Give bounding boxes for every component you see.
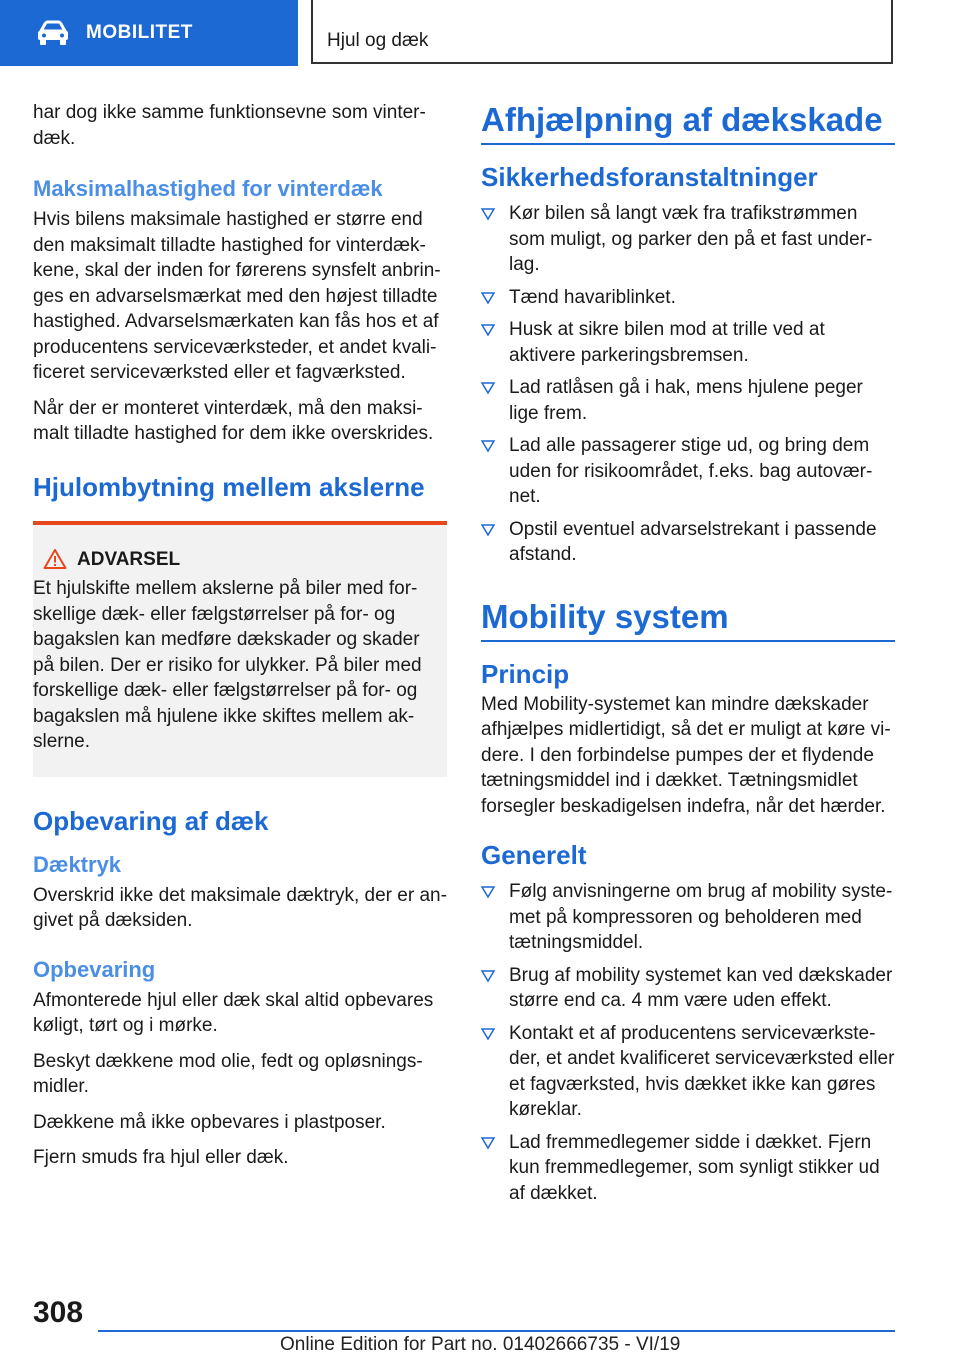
left-column: [33, 100, 447, 1181]
triangle-bullet-icon: [481, 323, 495, 337]
wheel-swap-heading: Hjulombytning mellem akslerne: [33, 471, 425, 502]
safety-heading: Sikkerhedsforanstaltninger: [481, 162, 818, 192]
list-item: Opstil eventuel advarselstrekant i passende afstand.: [481, 517, 895, 568]
warning-icon: [43, 548, 67, 570]
max-speed-text-1: Hvis bilens maksimale hastighed er større end den maksimalt tilladte hastighed for vinterdæk-kene, skal der inden for førerens synsfelt anbrin-ges en advarselsmærkat med den højest tilladte hastighed. Advarselsmærkaten kan fås hos et af producentens serviceværksteder, et andet kvali-ficeret serviceværksted eller et fagværksted.: [33, 209, 441, 383]
storage-text-1: Afmonterede hjul eller dæk skal altid opbevares køligt, tørt og i mørke.: [33, 989, 434, 1036]
safety-list: [481, 201, 895, 568]
max-speed-heading: Maksimalhastighed for vinterdæk: [33, 176, 383, 201]
storage-heading: Opbevaring: [33, 956, 156, 982]
warning-text: Et hjulskifte mellem akslerne på biler med for-skellige dæk- eller fælgstørrelser på for- og bagakslen kan medføre dækskader og skader på bilen. Der er risiko for ulykker. På biler med forskellige dæk- eller fælgstørrelser på for- og bagakslen må hjulene ikke skiftes mellem ak-slerne.: [33, 578, 422, 752]
intro-text: har dog ikke samme funktionsevne som vinter-dæk.: [33, 102, 426, 149]
tire-storage-heading: Opbevaring af dæk: [33, 805, 269, 836]
general-heading: Generelt: [481, 840, 587, 870]
footer-divider: [98, 1330, 895, 1332]
warning-box: [33, 521, 447, 777]
chapter-header: [311, 0, 893, 64]
triangle-bullet-icon: [481, 439, 495, 453]
list-item: Lad fremmedlegemer sidde i dækket. Fjern kun fremmedlegemer, som synligt stikker ud af dækket.: [481, 1130, 895, 1207]
list-item: Lad alle passagerer stige ud, og bring dem uden for risikoområdet, f.eks. bag autovær-net.: [481, 433, 895, 510]
tire-pressure-heading: Dæktryk: [33, 851, 122, 877]
list-item: Tænd havariblinket.: [481, 285, 895, 311]
storage-text-4: Fjern smuds fra hjul eller dæk.: [33, 1147, 289, 1168]
triangle-bullet-icon: [481, 1136, 495, 1150]
triangle-bullet-icon: [481, 291, 495, 305]
triangle-bullet-icon: [481, 1027, 495, 1041]
triangle-bullet-icon: [481, 969, 495, 983]
principle-text: Med Mobility-systemet kan mindre dækskader afhjælpes midlertidigt, så det er muligt at køre vi-dere. I den forbindelse pumpes der et flydende tætningsmiddel ind i dækket. Tætningsmidlet forsegler beskadigelsen indefra, når det hærder.: [481, 693, 891, 817]
list-item: Kontakt et af producentens serviceværkste-der, et andet kvalificeret serviceværksted eller et fagværksted, hvis dækket ikke kan gøres køreklar.: [481, 1021, 895, 1123]
page-number: 308: [33, 1296, 84, 1329]
section-label: MOBILITET: [86, 22, 193, 43]
list-item: Brug af mobility systemet kan ved dækskader større end ca. 4 mm være uden effekt.: [481, 963, 895, 1014]
storage-text-3: Dækkene må ikke opbevares i plastposer.: [33, 1111, 386, 1133]
general-list: [481, 879, 895, 1206]
triangle-bullet-icon: [481, 885, 495, 899]
storage-text-2: Beskyt dækkene mod olie, fedt og opløsnings-midler.: [33, 1050, 423, 1097]
max-speed-text-2: Når der er monteret vinterdæk, må den maksi-malt tilladte hastighed for dem ikke overskrides.: [33, 397, 434, 444]
warning-title: ADVARSEL: [77, 548, 181, 570]
principle-heading: Princip: [481, 658, 570, 689]
car-icon: [36, 20, 70, 46]
list-item: Husk at sikre bilen mod at trille ved at aktivere parkeringsbremsen.: [481, 317, 895, 368]
triangle-bullet-icon: [481, 207, 495, 221]
right-column: [481, 100, 895, 1213]
triangle-bullet-icon: [481, 381, 495, 395]
chapter-title: Hjul og dæk: [327, 30, 429, 51]
edition-text: Online Edition for Part no. 01402666735 - VI/19: [280, 1334, 681, 1355]
section-tab: [0, 0, 298, 66]
list-item: Lad ratlåsen gå i hak, mens hjulene peger lige frem.: [481, 375, 895, 426]
list-item: Følg anvisningerne om brug af mobility syste-met på kompressoren og beholderen med tætningsmiddel.: [481, 879, 895, 956]
tire-pressure-text: Overskrid ikke det maksimale dæktryk, der er an-givet på dæksiden.: [33, 884, 447, 931]
mobility-system-heading: Mobility system: [481, 597, 729, 635]
tire-damage-heading: Afhjælpning af dækskade: [481, 101, 883, 138]
triangle-bullet-icon: [481, 523, 495, 537]
list-item: Kør bilen så langt væk fra trafikstrømmen som muligt, og parker den på et fast under-lag.: [481, 201, 895, 278]
